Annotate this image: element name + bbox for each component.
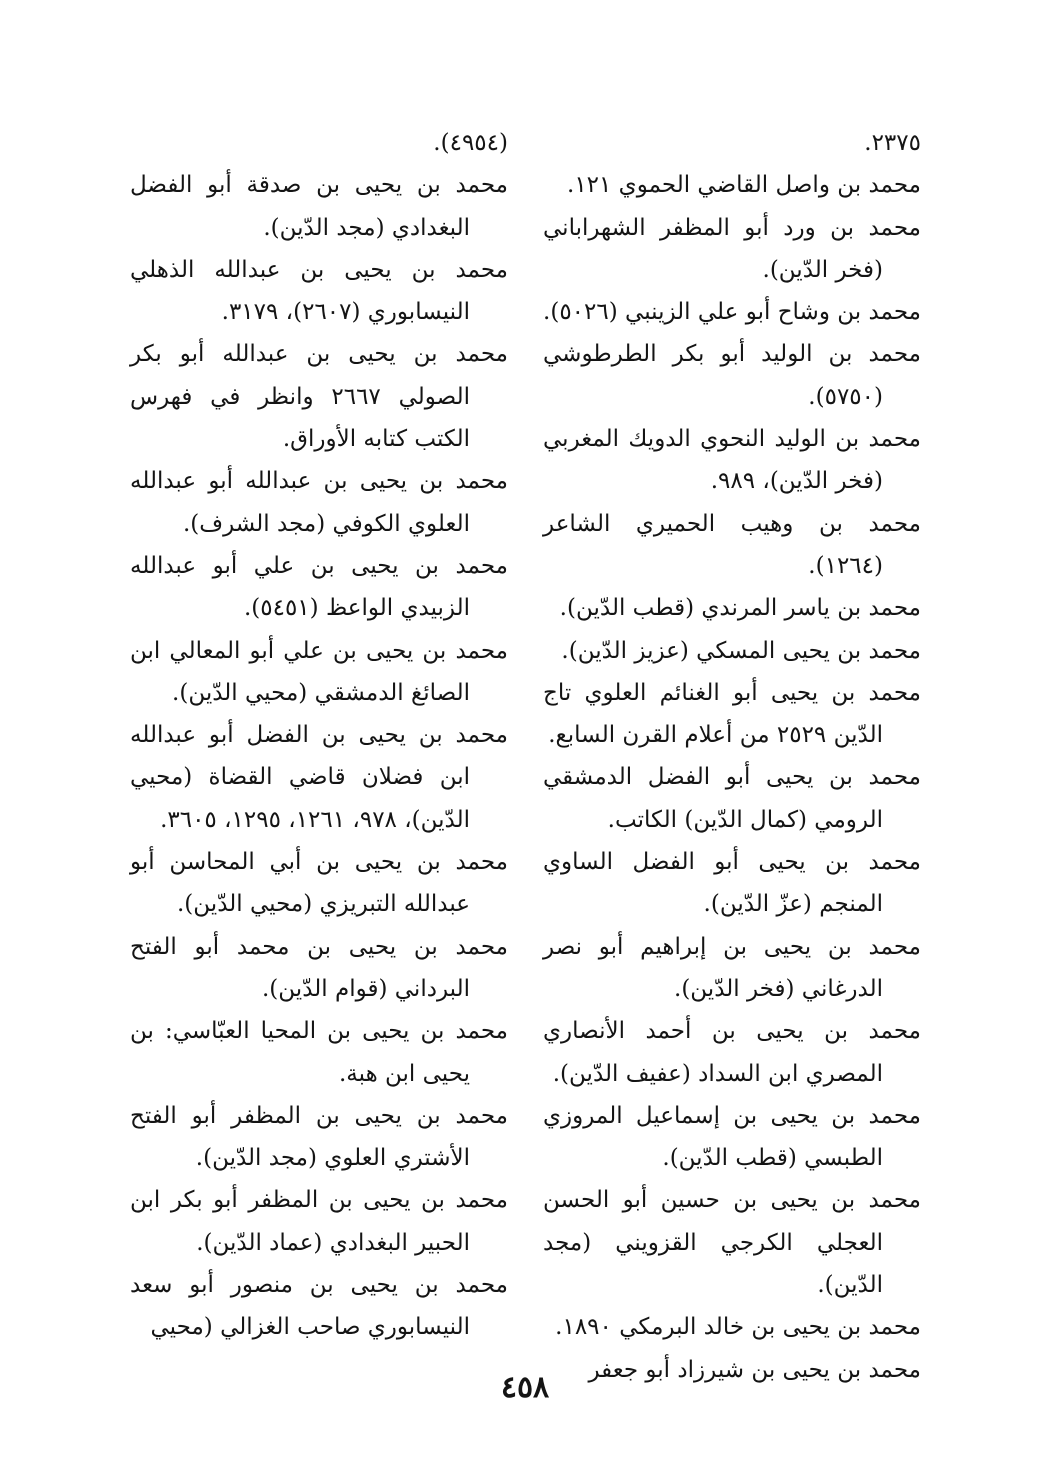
index-entry: محمد بن الوليد النحوي الدويك المغربي (فخر الدّين)، ٩٨٩. — [543, 426, 921, 495]
index-entry: (٤٩٥٤). — [433, 130, 508, 156]
index-entry: محمد بن يحيى بن إبراهيم أبو نصر الدرغاني (فخر الدّين). — [543, 933, 921, 1002]
index-entry: محمد بن يحيى المسكي (عزيز الدّين). — [561, 637, 921, 664]
index-entry: محمد بن ياسر المرندي (قطب الدّين). — [559, 595, 921, 622]
page-number: ٤٥٨ — [500, 1370, 550, 1405]
index-entry: محمد بن يحيى بن المظفر أبو الفتح الأشتري العلوي (مجد الدّين). — [130, 1102, 508, 1172]
index-entry: محمد بن يحيى بن علي أبو عبدالله الزبيدي الواعظ (٥٤٥١). — [130, 552, 508, 622]
index-entry: محمد بن يحيى بن الفضل أبو عبدالله ابن فضلان قاضي القضاة (محيي الدّين)، ٩٧٨، ١٢٦١، ١٢٩٥، ٣٦٠٥. — [130, 722, 508, 833]
index-entry: محمد بن يحيى بن عبدالله أبو عبدالله العلوي الكوفي (مجد الشرف). — [130, 468, 508, 537]
index-entry: محمد بن يحيى أبو الفضل الساوي المنجم (عزّ الدّين). — [543, 849, 921, 918]
index-entry: محمد بن يحيى بن عبدالله الذهلي النيسابوري (٢٦٠٧)، ٣١٧٩. — [130, 256, 508, 326]
index-column-right — [543, 122, 921, 1391]
index-entry: محمد بن يحيى بن إسماعيل المروزي الطبسي (قطب الدّين). — [543, 1102, 921, 1172]
index-entry: ٢٣٧٥. — [864, 130, 921, 156]
index-entry: محمد بن يحيى بن محمد أبو الفتح البرداني (قوام الدّين). — [130, 933, 508, 1002]
index-entry: محمد بن يحيى بن خالد البرمكي ١٨٩٠. — [555, 1314, 921, 1341]
index-entry: محمد بن يحيى بن منصور أبو سعد النيسابوري صاحب الغزالي (محيي — [130, 1272, 508, 1341]
index-entry: محمد بن يحيى بن أحمد الأنصاري المصري ابن السداد (عفيف الدّين). — [543, 1018, 921, 1087]
index-entry: محمد بن يحيى بن المظفر أبو بكر ابن الحبير البغدادي (عماد الدّين). — [130, 1187, 508, 1256]
index-entry: محمد بن يحيى بن شيرزاد أبو جعفر — [588, 1356, 921, 1383]
index-entry: محمد بن يحيى بن أبي المحاسن أبو عبدالله التبريزي (محيي الدّين). — [130, 849, 508, 918]
index-entry: محمد بن واصل القاضي الحموي ١٢١. — [567, 172, 921, 199]
index-entry: محمد بن يحيى أبو الغنائم العلوي تاج الدّين ٢٥٢٩ من أعلام القرن السابع. — [543, 679, 921, 749]
index-column-left — [130, 122, 508, 1349]
index-entry: محمد بن يحيى أبو الفضل الدمشقي الرومي (كمال الدّين) الكاتب. — [543, 764, 921, 833]
index-entry: محمد بن وهيب الحميري الشاعر (١٢٦٤). — [543, 510, 921, 579]
index-entry: محمد بن يحيى بن صدقة أبو الفضل البغدادي (مجد الدّين). — [130, 172, 508, 241]
index-entry: محمد بن وشاح أبو علي الزينبي (٥٠٢٦). — [543, 299, 921, 326]
index-entry: محمد بن يحيى بن علي أبو المعالي ابن الصائغ الدمشقي (محيي الدّين). — [130, 637, 508, 706]
index-entry: محمد بن يحيى بن حسين أبو الحسن العجلي الكرجي القزويني (مجد الدّين). — [543, 1187, 921, 1299]
index-entry: محمد بن يحيى بن عبدالله أبو بكر الصولي ٢٦٦٧ وانظر في فهرس الكتب كتابه الأوراق. — [130, 341, 508, 453]
index-entry: محمد بن الوليد أبو بكر الطرطوشي (٥٧٥٠). — [543, 341, 921, 410]
index-entry: محمد بن ورد أبو المظفر الشهراباني (فخر الدّين). — [543, 214, 921, 283]
index-entry: محمد بن يحيى بن المحيا العبّاسي: بن يحيى ابن هبة. — [130, 1018, 508, 1087]
